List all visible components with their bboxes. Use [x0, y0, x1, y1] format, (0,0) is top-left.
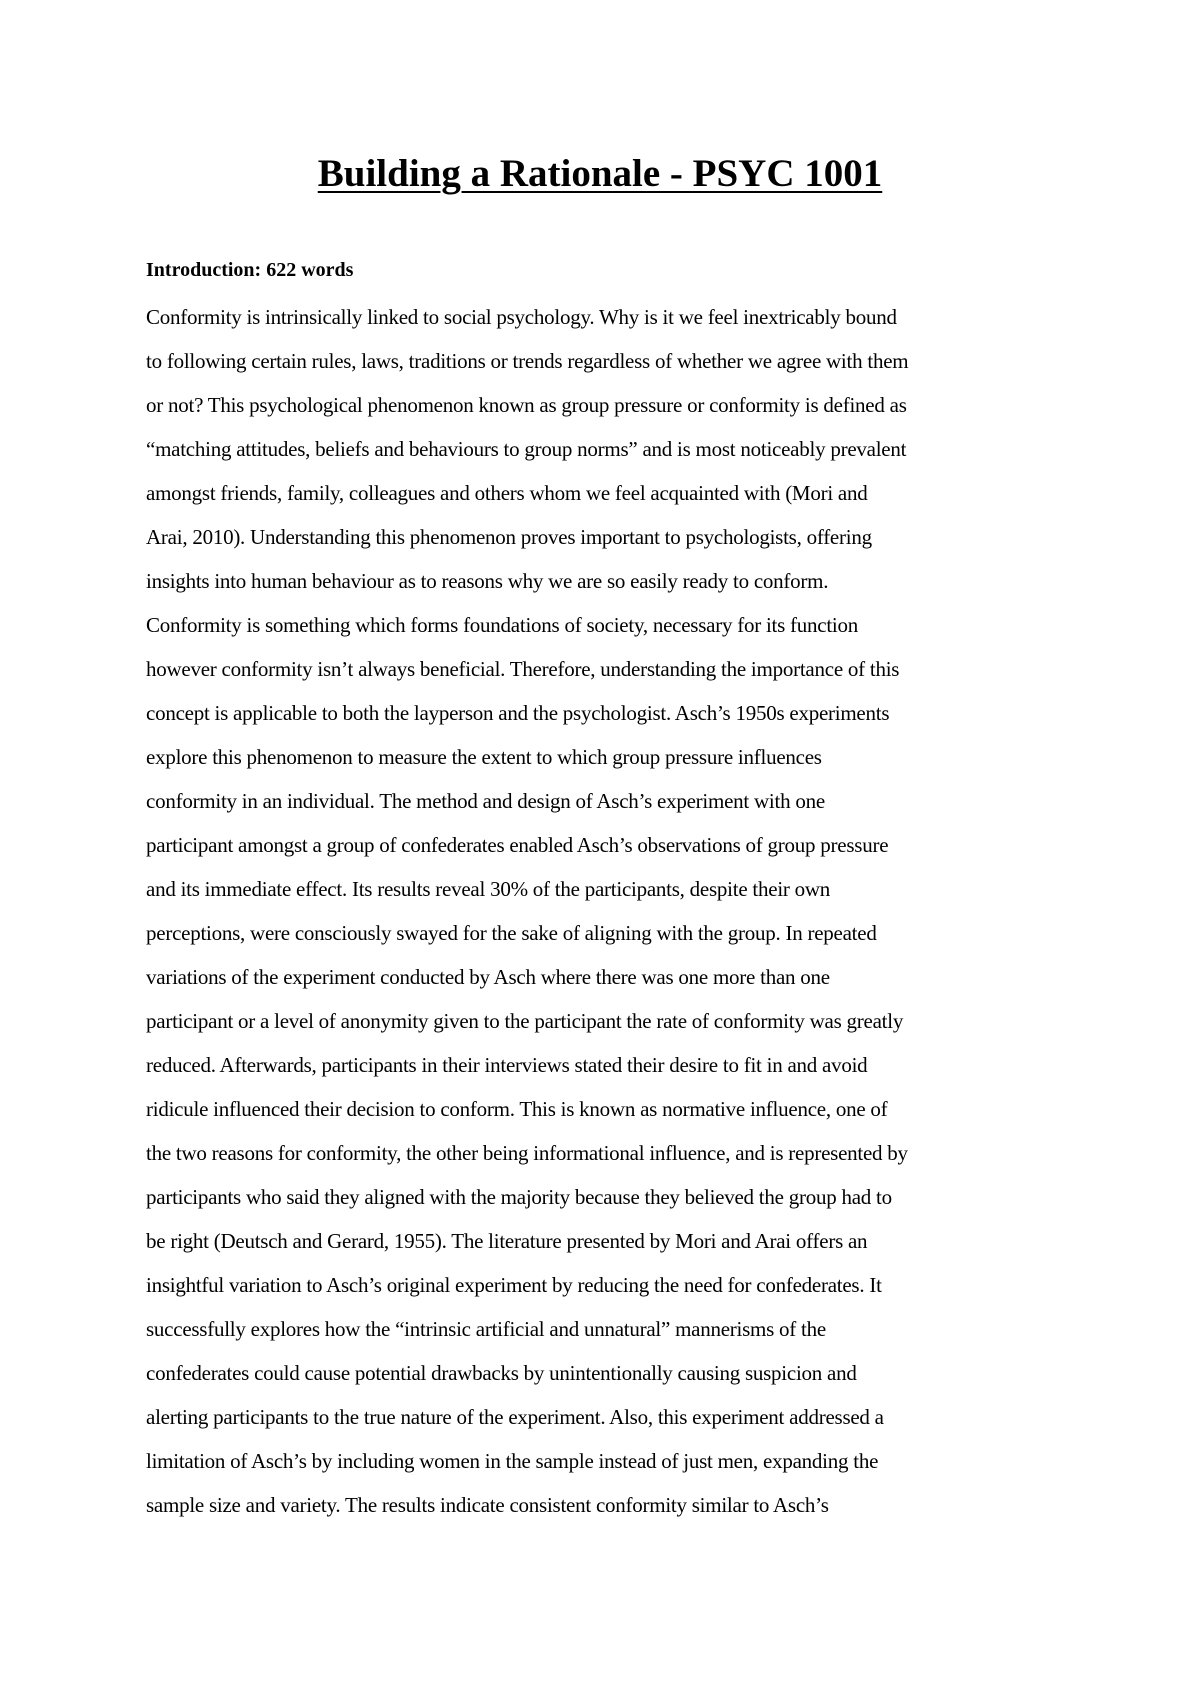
- body-line: limitation of Asch’s by including women in the sample instead of just men, expanding the: [146, 1449, 879, 1473]
- body-line: alerting participants to the true nature of the experiment. Also, this experiment addressed a: [146, 1405, 884, 1429]
- body-line: amongst friends, family, colleagues and others whom we feel acquainted with (Mori and: [146, 481, 868, 505]
- body-line: Conformity is something which forms foundations of society, necessary for its function: [146, 613, 859, 637]
- body-line: or not? This psychological phenomenon known as group pressure or conformity is defined as: [146, 393, 907, 417]
- body-line: explore this phenomenon to measure the extent to which group pressure influences: [146, 745, 822, 769]
- body-line: however conformity isn’t always beneficial. Therefore, understanding the importance of this: [146, 657, 900, 681]
- body-line: be right (Deutsch and Gerard, 1955). The literature presented by Mori and Arai offers an: [146, 1229, 868, 1253]
- body-line: participant amongst a group of confederates enabled Asch’s observations of group pressure: [146, 833, 889, 857]
- document-title: Building a Rationale - PSYC 1001: [317, 152, 883, 195]
- body-line: perceptions, were consciously swayed for the sake of aligning with the group. In repeated: [146, 921, 877, 945]
- body-line: confederates could cause potential drawbacks by unintentionally causing suspicion and: [146, 1361, 857, 1385]
- body-line: concept is applicable to both the layperson and the psychologist. Asch’s 1950s experiments: [146, 701, 890, 725]
- body-line: conformity in an individual. The method and design of Asch’s experiment with one: [146, 789, 825, 813]
- body-line: insightful variation to Asch’s original experiment by reducing the need for confederates. It: [146, 1273, 882, 1297]
- body-line: successfully explores how the “intrinsic artificial and unnatural” mannerisms of the: [146, 1317, 826, 1341]
- body-line: ridicule influenced their decision to conform. This is known as normative influence, one of: [146, 1097, 888, 1121]
- body-line: the two reasons for conformity, the other being informational influence, and is represented by: [146, 1141, 908, 1165]
- body-line: participant or a level of anonymity given to the participant the rate of conformity was greatly: [146, 1009, 904, 1033]
- body-paragraph: [146, 295, 1086, 1527]
- body-line: Conformity is intrinsically linked to social psychology. Why is it we feel inextricably bound: [146, 305, 897, 329]
- body-line: insights into human behaviour as to reasons why we are so easily ready to conform.: [146, 569, 829, 593]
- body-line: reduced. Afterwards, participants in their interviews stated their desire to fit in and avoid: [146, 1053, 868, 1077]
- body-line: “matching attitudes, beliefs and behaviours to group norms” and is most noticeably prevalent: [146, 437, 907, 461]
- body-line: Arai, 2010). Understanding this phenomenon proves important to psychologists, offering: [146, 525, 872, 549]
- body-line: and its immediate effect. Its results reveal 30% of the participants, despite their own: [146, 877, 831, 901]
- body-line: to following certain rules, laws, traditions or trends regardless of whether we agree with them: [146, 349, 909, 373]
- body-line: variations of the experiment conducted by Asch where there was one more than one: [146, 965, 830, 989]
- body-line: participants who said they aligned with the majority because they believed the group had to: [146, 1185, 892, 1209]
- body-line: sample size and variety. The results indicate consistent conformity similar to Asch’s: [146, 1493, 829, 1517]
- section-heading: Introduction: 622 words: [146, 259, 354, 281]
